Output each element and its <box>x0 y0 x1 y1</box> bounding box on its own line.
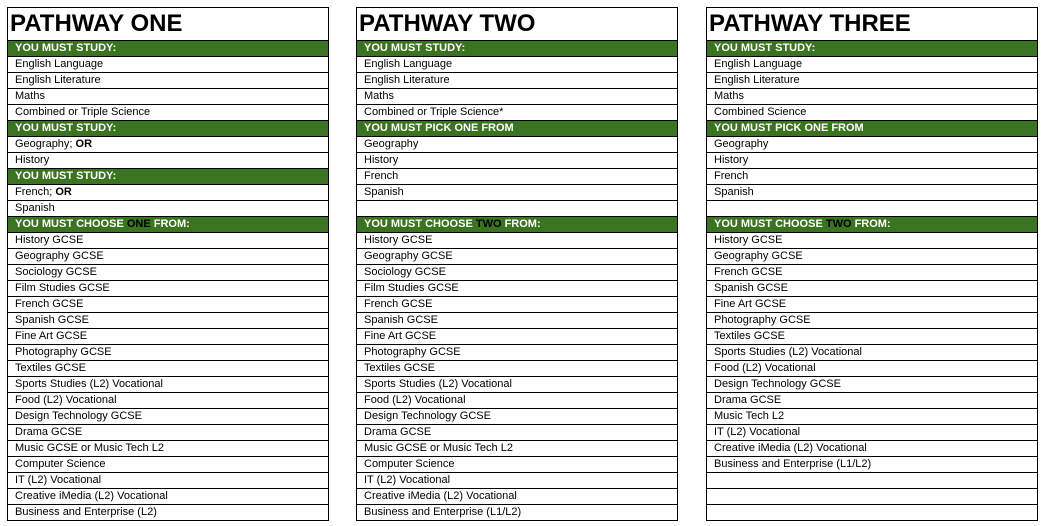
subject-name: Creative iMedia (L2) Vocational <box>15 490 168 502</box>
subject-name: Computer Science <box>364 458 455 470</box>
subject-row <box>707 393 1038 409</box>
subject-row <box>357 361 678 377</box>
subject-row <box>707 457 1038 473</box>
subject-cell <box>8 105 329 121</box>
subject-row <box>707 329 1038 345</box>
subject-row <box>707 377 1038 393</box>
header-text-end: FROM: <box>851 218 891 230</box>
subject-name: Spanish GCSE <box>15 314 89 326</box>
subject-name: Maths <box>364 90 394 102</box>
subject-name: Fine Art GCSE <box>15 330 88 342</box>
header-text: YOU MUST STUDY: <box>15 122 117 134</box>
subject-cell <box>357 313 678 329</box>
subject-name: IT (L2) Vocational <box>15 474 102 486</box>
subject-name: Photography GCSE <box>364 346 461 358</box>
subject-cell <box>707 233 1038 249</box>
subject-name: Spanish <box>714 186 754 198</box>
subject-name: Sports Studies (L2) Vocational <box>364 378 512 390</box>
header-text-end: FROM: <box>501 218 541 230</box>
subject-cell <box>707 489 1038 505</box>
subject-cell <box>8 457 329 473</box>
subject-name: History GCSE <box>714 234 783 246</box>
subject-row <box>8 89 329 105</box>
subject-name: History GCSE <box>364 234 433 246</box>
subject-cell <box>357 377 678 393</box>
subject-name: History <box>15 154 50 166</box>
pathway-table <box>706 7 1038 521</box>
subject-name: Sports Studies (L2) Vocational <box>15 378 163 390</box>
subject-name: Fine Art GCSE <box>364 330 437 342</box>
pathway-three-column <box>706 7 1038 521</box>
subject-cell <box>8 313 329 329</box>
subject-name: Business and Enterprise (L2) <box>15 506 157 518</box>
section-header-row <box>8 121 329 137</box>
subject-name: Geography <box>714 138 769 150</box>
subject-name: Food (L2) Vocational <box>15 394 117 406</box>
subject-name: Drama GCSE <box>714 394 782 406</box>
subject-row <box>357 249 678 265</box>
subject-name: Combined or Triple Science <box>15 106 151 118</box>
subject-cell <box>357 153 678 169</box>
subject-row <box>8 249 329 265</box>
subject-cell <box>8 249 329 265</box>
subject-row <box>707 361 1038 377</box>
or-conjunction: OR <box>75 138 93 150</box>
subject-name: Spanish <box>364 186 404 198</box>
subject-cell <box>357 473 678 489</box>
section-header <box>8 217 329 233</box>
subject-name: Combined Science <box>714 106 807 118</box>
subject-row <box>357 201 678 217</box>
subject-name: Music Tech L2 <box>714 410 785 422</box>
subject-cell <box>357 249 678 265</box>
subject-cell <box>357 393 678 409</box>
or-conjunction: OR <box>55 186 72 198</box>
subject-name: Spanish GCSE <box>364 314 438 326</box>
subject-row <box>707 489 1038 505</box>
subject-row <box>707 441 1038 457</box>
subject-row <box>357 505 678 521</box>
subject-row <box>357 137 678 153</box>
header-text: YOU MUST STUDY: <box>15 42 117 54</box>
header-text-end: FROM: <box>150 218 190 230</box>
subject-name: Maths <box>714 90 744 102</box>
subject-name: Spanish <box>15 202 55 214</box>
subject-name: Textiles GCSE <box>15 362 86 374</box>
subject-cell <box>357 137 678 153</box>
subject-name: Music GCSE or Music Tech L2 <box>364 442 513 454</box>
subject-row <box>8 281 329 297</box>
subject-cell <box>357 457 678 473</box>
section-header-row <box>8 217 329 233</box>
subject-name: Sociology GCSE <box>15 266 97 278</box>
subject-name: Film Studies GCSE <box>15 282 110 294</box>
subject-cell <box>8 489 329 505</box>
subject-name: Creative iMedia (L2) Vocational <box>714 442 867 454</box>
subject-cell <box>357 297 678 313</box>
subject-cell <box>707 201 1038 217</box>
subject-row <box>357 457 678 473</box>
subject-name: Spanish GCSE <box>714 282 788 294</box>
subject-name: English Language <box>714 58 803 70</box>
subject-row <box>707 297 1038 313</box>
subject-cell <box>707 89 1038 105</box>
subject-row <box>707 265 1038 281</box>
subject-row <box>707 89 1038 105</box>
subject-row <box>357 393 678 409</box>
subject-cell <box>8 233 329 249</box>
pathway-table <box>356 7 678 521</box>
subject-name: History GCSE <box>15 234 84 246</box>
subject-name: English Language <box>364 58 453 70</box>
subject-cell <box>707 137 1038 153</box>
subject-cell <box>707 345 1038 361</box>
subject-cell <box>707 73 1038 89</box>
subject-name: Creative iMedia (L2) Vocational <box>364 490 517 502</box>
section-header <box>707 217 1038 233</box>
subject-row <box>357 441 678 457</box>
header-text: YOU MUST CHOOSE <box>714 218 826 230</box>
subject-name: English Literature <box>15 74 101 86</box>
subject-cell <box>357 233 678 249</box>
section-header-row <box>357 121 678 137</box>
subject-row <box>8 201 329 217</box>
subject-cell <box>707 361 1038 377</box>
header-highlight: ONE <box>126 218 151 230</box>
subject-row <box>357 329 678 345</box>
subject-name: Music GCSE or Music Tech L2 <box>15 442 164 454</box>
subject-row <box>707 233 1038 249</box>
section-header-row <box>8 169 329 185</box>
section-header <box>357 217 678 233</box>
section-header <box>357 41 678 57</box>
section-header <box>8 121 329 137</box>
subject-cell <box>707 425 1038 441</box>
subject-row <box>707 201 1038 217</box>
section-header-row <box>707 121 1038 137</box>
subject-cell <box>357 505 678 521</box>
subject-name: IT (L2) Vocational <box>364 474 451 486</box>
subject-cell <box>8 281 329 297</box>
subject-cell <box>707 153 1038 169</box>
section-header-row <box>8 41 329 57</box>
subject-cell <box>8 329 329 345</box>
subject-cell <box>357 57 678 73</box>
header-text: YOU MUST CHOOSE <box>364 218 476 230</box>
subject-cell <box>707 57 1038 73</box>
subject-row <box>707 425 1038 441</box>
subject-cell <box>357 441 678 457</box>
subject-row <box>357 425 678 441</box>
subject-cell <box>707 169 1038 185</box>
subject-row <box>8 393 329 409</box>
subject-name: French <box>364 170 399 182</box>
subject-cell <box>707 377 1038 393</box>
subject-name: History <box>364 154 399 166</box>
subject-cell <box>357 265 678 281</box>
subject-cell <box>357 185 678 201</box>
pathway-title: PATHWAY THREE <box>707 8 1038 41</box>
subject-row <box>707 345 1038 361</box>
subject-cell <box>357 281 678 297</box>
subject-name: Photography GCSE <box>15 346 112 358</box>
subject-cell <box>8 201 329 217</box>
subject-row <box>357 313 678 329</box>
pathway-one-column <box>7 7 329 521</box>
subject-row <box>8 265 329 281</box>
header-highlight: TWO <box>475 218 502 230</box>
subject-row <box>8 409 329 425</box>
subject-row <box>707 153 1038 169</box>
subject-name: Geography GCSE <box>364 250 453 262</box>
subject-row <box>707 169 1038 185</box>
subject-name: French <box>714 170 749 182</box>
pathway-two-column <box>356 7 678 521</box>
subject-cell <box>707 185 1038 201</box>
subject-cell <box>707 393 1038 409</box>
subject-name: Geography GCSE <box>714 250 803 262</box>
subject-name: Food (L2) Vocational <box>364 394 466 406</box>
subject-name: Fine Art GCSE <box>714 298 787 310</box>
subject-name: Combined or Triple Science* <box>364 106 504 118</box>
subject-cell <box>8 297 329 313</box>
subject-cell <box>8 505 329 521</box>
subject-row <box>8 137 329 153</box>
subject-cell <box>357 169 678 185</box>
subject-name: Design Technology GCSE <box>364 410 491 422</box>
subject-name: Textiles GCSE <box>364 362 435 374</box>
subject-row <box>8 377 329 393</box>
subject-row <box>707 249 1038 265</box>
subject-row <box>707 57 1038 73</box>
subject-row <box>357 169 678 185</box>
subject-row <box>8 457 329 473</box>
section-header <box>707 121 1038 137</box>
subject-cell <box>707 329 1038 345</box>
section-header <box>8 169 329 185</box>
subject-name: French; <box>15 186 53 198</box>
subject-cell <box>357 105 678 121</box>
pathway-title: PATHWAY ONE <box>8 8 329 41</box>
subject-row <box>707 281 1038 297</box>
subject-cell <box>8 473 329 489</box>
subject-row <box>357 345 678 361</box>
subject-cell <box>8 73 329 89</box>
subject-cell <box>357 201 678 217</box>
subject-row <box>707 409 1038 425</box>
header-text: YOU MUST STUDY: <box>15 170 117 182</box>
section-header-row <box>357 217 678 233</box>
subject-row <box>707 313 1038 329</box>
subject-row <box>357 57 678 73</box>
pathway-title: PATHWAY TWO <box>357 8 678 41</box>
subject-row <box>357 185 678 201</box>
subject-row <box>357 153 678 169</box>
subject-name: Drama GCSE <box>364 426 432 438</box>
subject-name: Computer Science <box>15 458 106 470</box>
subject-cell <box>8 153 329 169</box>
subject-cell <box>707 457 1038 473</box>
section-header <box>707 41 1038 57</box>
section-header-row <box>707 41 1038 57</box>
subject-name: Photography GCSE <box>714 314 811 326</box>
subject-row <box>8 185 329 201</box>
header-text: YOU MUST STUDY: <box>364 42 466 54</box>
subject-row <box>8 361 329 377</box>
header-text: YOU MUST STUDY: <box>714 42 816 54</box>
subject-cell <box>707 265 1038 281</box>
subject-name: Film Studies GCSE <box>364 282 459 294</box>
subject-name: Business and Enterprise (L1/L2) <box>364 506 522 518</box>
subject-name: French GCSE <box>714 266 783 278</box>
subject-row <box>8 297 329 313</box>
subject-cell <box>8 185 329 201</box>
subject-row <box>357 489 678 505</box>
subject-name: IT (L2) Vocational <box>714 426 801 438</box>
subject-row <box>8 473 329 489</box>
subject-cell <box>8 265 329 281</box>
subject-row <box>357 89 678 105</box>
subject-row <box>357 473 678 489</box>
subject-row <box>707 185 1038 201</box>
subject-row <box>707 505 1038 521</box>
subject-name: English Literature <box>364 74 450 86</box>
header-text: YOU MUST CHOOSE <box>15 218 127 230</box>
subject-name: Sociology GCSE <box>364 266 446 278</box>
subject-cell <box>8 393 329 409</box>
subject-cell <box>707 441 1038 457</box>
subject-name: English Literature <box>714 74 800 86</box>
subject-cell <box>707 249 1038 265</box>
subject-cell <box>8 345 329 361</box>
subject-name: Business and Enterprise (L1/L2) <box>714 458 872 470</box>
subject-cell <box>357 89 678 105</box>
subject-row <box>707 473 1038 489</box>
subject-cell <box>8 89 329 105</box>
subject-row <box>357 265 678 281</box>
section-header-row <box>357 41 678 57</box>
subject-name: Sports Studies (L2) Vocational <box>714 346 862 358</box>
subject-cell <box>357 425 678 441</box>
header-highlight: TWO <box>825 218 852 230</box>
subject-row <box>8 505 329 521</box>
subject-cell <box>357 73 678 89</box>
subject-name: Drama GCSE <box>15 426 83 438</box>
subject-row <box>707 73 1038 89</box>
subject-name: Design Technology GCSE <box>714 378 841 390</box>
section-header <box>357 121 678 137</box>
subject-row <box>357 73 678 89</box>
subject-row <box>357 281 678 297</box>
subject-cell <box>707 281 1038 297</box>
subject-row <box>8 345 329 361</box>
subject-cell <box>357 361 678 377</box>
subject-row <box>707 137 1038 153</box>
subject-name: Geography <box>364 138 419 150</box>
subject-row <box>357 409 678 425</box>
subject-row <box>8 329 329 345</box>
subject-name: French GCSE <box>15 298 84 310</box>
subject-row <box>8 105 329 121</box>
subject-row <box>8 57 329 73</box>
subject-name: French GCSE <box>364 298 433 310</box>
subject-row <box>8 489 329 505</box>
subject-name: Food (L2) Vocational <box>714 362 816 374</box>
subject-row <box>357 297 678 313</box>
subject-row <box>8 233 329 249</box>
subject-row <box>8 425 329 441</box>
subject-cell <box>357 409 678 425</box>
subject-row <box>8 153 329 169</box>
subject-cell <box>707 409 1038 425</box>
subject-name: Design Technology GCSE <box>15 410 142 422</box>
subject-cell <box>707 313 1038 329</box>
subject-cell <box>8 425 329 441</box>
subject-cell <box>357 329 678 345</box>
header-text: YOU MUST PICK ONE FROM <box>714 122 864 134</box>
subject-row <box>357 233 678 249</box>
subject-cell <box>357 345 678 361</box>
subject-row <box>707 105 1038 121</box>
subject-name: History <box>714 154 749 166</box>
subject-name: Maths <box>15 90 45 102</box>
subject-row <box>357 377 678 393</box>
subject-name: English Language <box>15 58 104 70</box>
pathway-table <box>7 7 329 521</box>
subject-name: Geography GCSE <box>15 250 104 262</box>
subject-cell <box>8 361 329 377</box>
subject-name: Geography; <box>15 138 73 150</box>
subject-row <box>8 313 329 329</box>
subject-cell <box>707 473 1038 489</box>
subject-row <box>8 73 329 89</box>
subject-cell <box>357 489 678 505</box>
subject-cell <box>8 409 329 425</box>
header-text: YOU MUST PICK ONE FROM <box>364 122 514 134</box>
subject-name: Textiles GCSE <box>714 330 785 342</box>
subject-cell <box>707 505 1038 521</box>
subject-row <box>8 441 329 457</box>
subject-cell <box>8 377 329 393</box>
subject-row <box>357 105 678 121</box>
subject-cell <box>8 137 329 153</box>
subject-cell <box>707 105 1038 121</box>
section-header-row <box>707 217 1038 233</box>
subject-cell <box>8 441 329 457</box>
section-header <box>8 41 329 57</box>
subject-cell <box>8 57 329 73</box>
subject-cell <box>707 297 1038 313</box>
